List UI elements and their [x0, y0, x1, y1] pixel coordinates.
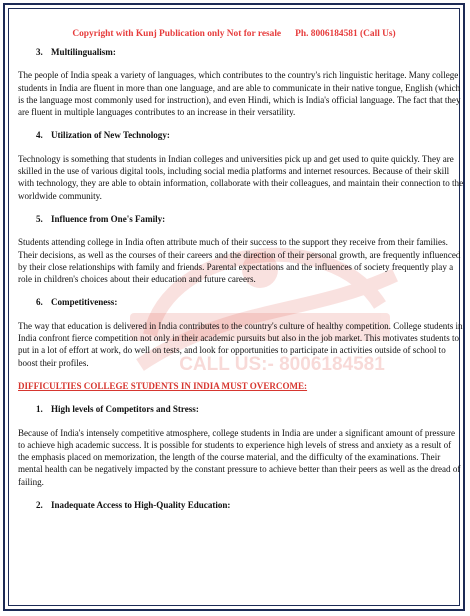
- heading-number: 3.: [36, 47, 43, 57]
- heading-number: 1.: [36, 404, 43, 415]
- phone-number: Ph. 8006184581 (Call Us): [295, 29, 396, 39]
- paragraph-competitiveness: The way that education is delivered in India contributes to the country's culture of healthy competition. College students in India confront fierce competition not only in their academic pursuits but also in the job market. This motivates students to put in a lot of effort at work, do well on tests, and look for opportunities to participate in activities outside of school to boost their profiles.: [18, 320, 463, 368]
- page-frame: [3, 3, 465, 611]
- paragraph-high-levels: Because of India's intensely competitive atmosphere, college students in India are under a significant amount of pressure to achieve high academic success. It is possible for students to experience high levels of stress and anxiety as a result of the emphasis placed on memorization, the length of the course material, and the difficulty of the examinations. Their mental health can be negatively impacted by the constant pressure to achieve better than their peers as well as the dread of failing.: [18, 427, 461, 487]
- heading-title: Utilization of New Technology:: [51, 130, 170, 141]
- heading-number: 4.: [36, 130, 43, 141]
- heading-title: Multilingualism:: [51, 47, 116, 57]
- heading-high-levels: [36, 403, 464, 415]
- heading-multilingualism: [36, 46, 464, 58]
- heading-access: [36, 499, 464, 511]
- heading-title: Influence from One's Family:: [51, 213, 166, 224]
- heading-competitiveness: [36, 296, 464, 308]
- paragraph-family: Students attending college in India often attribute much of their success to the support they receive from their families. Their decisions, as well as the courses of their careers and the direction of their personal growth, are frequently influenced by their close relationships with family and friends. Parental expectations and the influences of society frequently play a role in children's choices about their education and future careers.: [18, 237, 461, 285]
- heading-title: High levels of Competitors and Stress:: [51, 404, 199, 415]
- heading-technology: [36, 129, 464, 141]
- copyright-header: [5, 29, 463, 39]
- copyright-notice: Copyright with Kunj Publication only Not for resale: [72, 29, 282, 39]
- heading-family: [36, 213, 464, 225]
- heading-number: 6.: [36, 297, 43, 308]
- watermark-call-text: CALL US:- 8006184581: [179, 354, 385, 375]
- paragraph-technology: Technology is something that students in Indian colleges and universities pick up and get used to quite quickly. They are skilled in the use of various digital tools, including social media platforms and internet resources. Because of their skill with technology, they are able to obtain information, collaborate with their colleagues, and maintain their connection to the worldwide community.: [18, 153, 464, 201]
- document-content: [18, 46, 464, 522]
- heading-number: 5.: [36, 213, 43, 224]
- heading-number: 2.: [36, 500, 43, 511]
- paragraph-multilingualism: The people of India speak a variety of languages, which contributes to the country's rich linguistic heritage. Many college students in India are fluent in more than one language, and are able to communicate in their native tongue, English (which is the language most commonly used for instruction), and even Hindi, which is India's official language. The fact that they are fluent in multiple languages contributes to an increase in their versatility.: [18, 70, 461, 118]
- section-title-difficulties: DIFFICULTIES COLLEGE STUDENTS IN INDIA MUST OVERCOME:: [18, 380, 308, 391]
- heading-title: Inadequate Access to High-Quality Education:: [51, 500, 231, 511]
- heading-title: Competitiveness:: [51, 297, 118, 308]
